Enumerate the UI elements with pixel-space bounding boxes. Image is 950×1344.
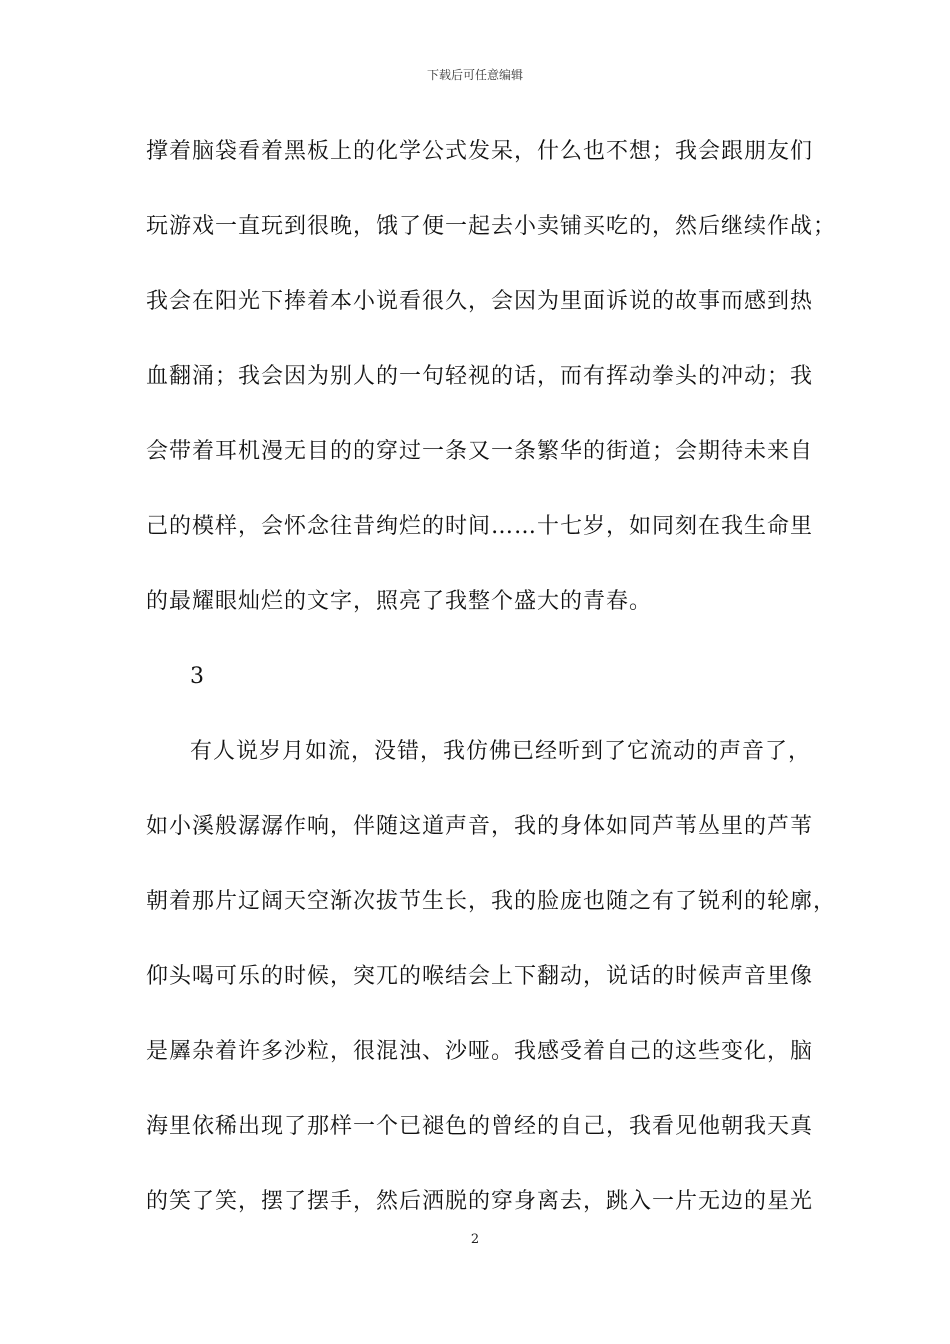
text-line: 海里依稀出现了那样一个已褪色的曾经的自己，我看见他朝我天真 — [146, 1114, 814, 1139]
text-line: 的笑了笑，摆了摆手，然后洒脱的穿身离去，跳入一片无边的星光 — [146, 1189, 814, 1214]
text-line: 的最耀眼灿烂的文字，照亮了我整个盛大的青春。 — [146, 589, 653, 614]
text-line: 朝着那片辽阔天空渐次拔节生长，我的脸庞也随之有了锐利的轮廓， — [146, 889, 837, 914]
page-header: 下载后可任意编辑 — [426, 68, 523, 82]
text-line: 己的模样，会怀念往昔绚烂的时间……十七岁，如同刻在我生命里 — [146, 514, 814, 539]
text-line: 玩游戏一直玩到很晚，饿了便一起去小卖铺买吃的，然后继续作战； — [146, 214, 837, 239]
section-number: 3 — [190, 664, 205, 689]
page-number: 2 — [470, 1232, 480, 1247]
document-body — [146, 132, 837, 1257]
text-line: 血翻涌；我会因为别人的一句轻视的话，而有挥动拳头的冲动；我 — [146, 364, 814, 389]
text-line: 我会在阳光下捧着本小说看很久，会因为里面诉说的故事而感到热 — [146, 289, 814, 314]
text-line: 撑着脑袋看着黑板上的化学公式发呆，什么也不想；我会跟朋友们 — [146, 139, 814, 164]
text-line: 会带着耳机漫无目的的穿过一条又一条繁华的街道；会期待未来自 — [146, 439, 814, 464]
text-line: 如小溪般潺潺作响，伴随这道声音，我的身体如同芦苇丛里的芦苇 — [146, 814, 814, 839]
text-line: 仰头喝可乐的时候，突兀的喉结会上下翻动，说话的时候声音里像 — [146, 964, 814, 989]
text-line: 是羼杂着许多沙粒，很混浊、沙哑。我感受着自己的这些变化，脑 — [146, 1039, 814, 1064]
text-line: 有人说岁月如流，没错，我仿佛已经听到了它流动的声音了， — [190, 739, 812, 764]
